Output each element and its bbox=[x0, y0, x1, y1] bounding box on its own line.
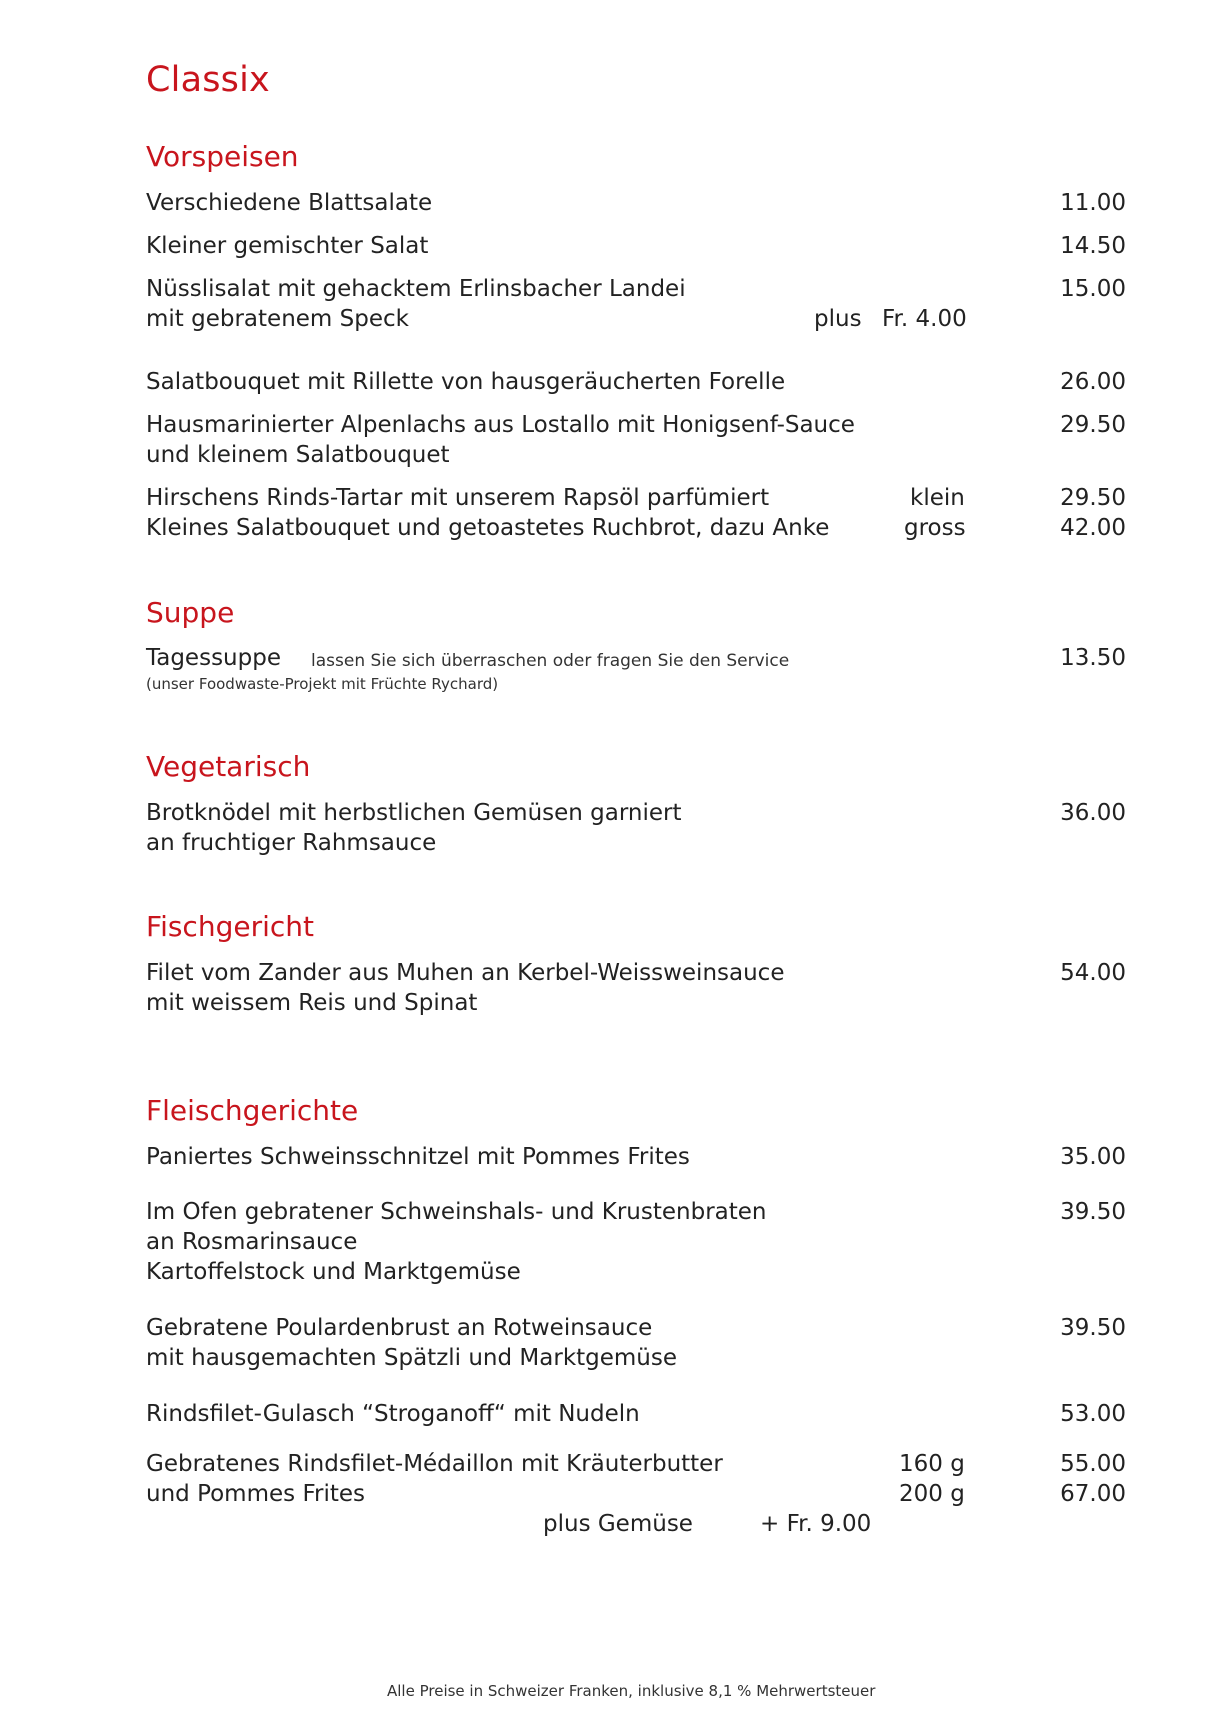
menu-item-price: 14.50 bbox=[1060, 233, 1126, 259]
section-heading-suppe: Suppe bbox=[146, 596, 235, 629]
menu-item-description: an fruchtiger Rahmsauce bbox=[146, 830, 437, 856]
extra-label: plus Gemüse bbox=[543, 1511, 693, 1537]
menu-item-description: mit hausgemachten Spätzli und Marktgemüse bbox=[146, 1345, 678, 1371]
extra-label: plus bbox=[814, 306, 862, 332]
menu-item-name: Gebratene Poulardenbrust an Rotweinsauce bbox=[146, 1315, 653, 1341]
menu-item-name: Verschiedene Blattsalate bbox=[146, 190, 433, 216]
menu-item-price: 35.00 bbox=[1060, 1144, 1126, 1170]
size-label: gross bbox=[904, 515, 966, 541]
menu-item-price: 67.00 bbox=[1060, 1481, 1126, 1507]
menu-item-name: Hausmarinierter Alpenlachs aus Lostallo mit Honigsenf-Sauce bbox=[146, 412, 855, 438]
section-heading-vegetarisch: Vegetarisch bbox=[146, 750, 311, 783]
page-title: Classix bbox=[146, 60, 270, 100]
menu-item-note: lassen Sie sich überraschen oder fragen Sie den Service bbox=[311, 651, 790, 671]
menu-item-price: 29.50 bbox=[1060, 485, 1126, 511]
menu-item-description: mit weissem Reis und Spinat bbox=[146, 990, 478, 1016]
menu-item-price: 53.00 bbox=[1060, 1401, 1126, 1427]
menu-item-price: 36.00 bbox=[1060, 800, 1126, 826]
menu-item-name: Im Ofen gebratener Schweinshals- und Krustenbraten bbox=[146, 1199, 767, 1225]
menu-item-name: Rindsfilet-Gulasch “Stroganoff“ mit Nudeln bbox=[146, 1401, 640, 1427]
menu-item-description: und Pommes Frites bbox=[146, 1481, 365, 1507]
extra-price: + Fr. 9.00 bbox=[760, 1511, 872, 1537]
section-heading-fischgericht: Fischgericht bbox=[146, 910, 314, 943]
menu-item-name: Paniertes Schweinsschnitzel mit Pommes Frites bbox=[146, 1144, 690, 1170]
size-label: 160 g bbox=[899, 1451, 965, 1477]
menu-item-description: an Rosmarinsauce bbox=[146, 1229, 358, 1255]
menu-item-description: Kleines Salatbouquet und getoastetes Ruchbrot, dazu Anke bbox=[146, 515, 830, 541]
section-heading-vorspeisen: Vorspeisen bbox=[146, 140, 299, 173]
footer-note: Alle Preise in Schweizer Franken, inklusive 8,1 % Mehrwertsteuer bbox=[387, 1682, 876, 1700]
size-label: 200 g bbox=[899, 1481, 965, 1507]
menu-item-price: 39.50 bbox=[1060, 1315, 1126, 1341]
menu-item-name: Salatbouquet mit Rillette von hausgeräucherten Forelle bbox=[146, 369, 786, 395]
menu-item-price: 15.00 bbox=[1060, 276, 1126, 302]
menu-item-price: 26.00 bbox=[1060, 369, 1126, 395]
menu-item-price: 42.00 bbox=[1060, 515, 1126, 541]
section-heading-fleischgerichte: Fleischgerichte bbox=[146, 1094, 359, 1127]
menu-item-name: Filet vom Zander aus Muhen an Kerbel-Weissweinsauce bbox=[146, 960, 785, 986]
menu-item-subnote: (unser Foodwaste-Projekt mit Früchte Rychard) bbox=[146, 675, 499, 693]
menu-item-name: Hirschens Rinds-Tartar mit unserem Rapsöl parfümiert bbox=[146, 485, 770, 511]
extra-price: Fr. 4.00 bbox=[882, 306, 967, 332]
menu-item-name: Tagessuppe bbox=[146, 645, 281, 671]
menu-item-price: 55.00 bbox=[1060, 1451, 1126, 1477]
menu-item-price: 13.50 bbox=[1060, 645, 1126, 671]
menu-item-price: 11.00 bbox=[1060, 190, 1126, 216]
menu-item-price: 54.00 bbox=[1060, 960, 1126, 986]
menu-item-name: Kleiner gemischter Salat bbox=[146, 233, 429, 259]
menu-item-description: Kartoffelstock und Marktgemüse bbox=[146, 1259, 521, 1285]
menu-item-price: 39.50 bbox=[1060, 1199, 1126, 1225]
menu-item-price: 29.50 bbox=[1060, 412, 1126, 438]
menu-item-name: Gebratenes Rindsfilet-Médaillon mit Kräuterbutter bbox=[146, 1451, 723, 1477]
menu-item-name: Nüsslisalat mit gehacktem Erlinsbacher Landei bbox=[146, 276, 686, 302]
menu-item-name: Brotknödel mit herbstlichen Gemüsen garniert bbox=[146, 800, 682, 826]
menu-item-description: und kleinem Salatbouquet bbox=[146, 442, 450, 468]
menu-item-description: mit gebratenem Speck bbox=[146, 306, 409, 332]
size-label: klein bbox=[910, 485, 965, 511]
